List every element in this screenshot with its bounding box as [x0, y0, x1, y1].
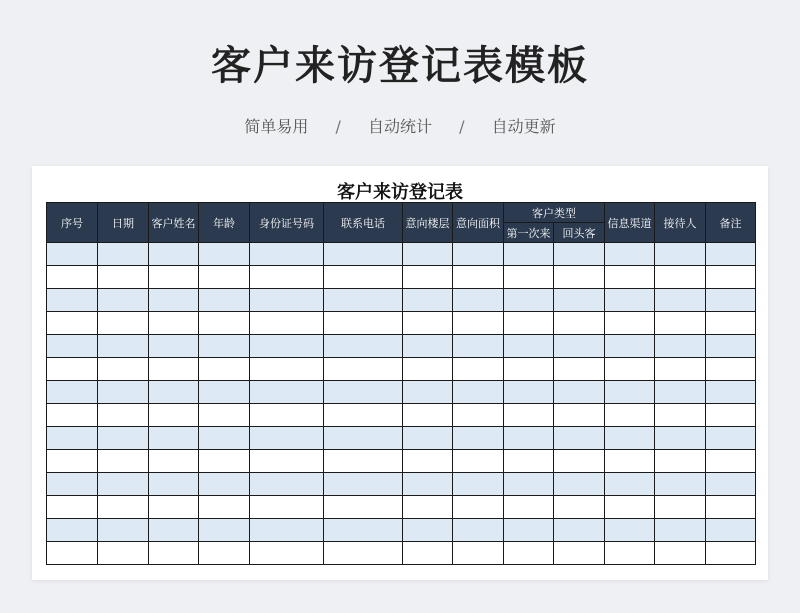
table-row	[47, 519, 756, 542]
cell-channel[interactable]	[605, 243, 655, 266]
cell-first[interactable]	[504, 243, 554, 266]
cell-age[interactable]	[199, 496, 250, 519]
col-header-channel[interactable]: 信息渠道	[605, 203, 655, 243]
cell-name[interactable]	[149, 496, 199, 519]
cell-channel[interactable]	[605, 266, 655, 289]
cell-return[interactable]	[554, 473, 605, 496]
tagline-separator: /	[335, 117, 341, 136]
cell-seq[interactable]	[47, 312, 98, 335]
cell-return[interactable]	[554, 450, 605, 473]
cell-seq[interactable]	[47, 496, 98, 519]
tagline	[0, 114, 800, 137]
cell-remark[interactable]	[706, 381, 756, 404]
cell-floor[interactable]	[403, 450, 453, 473]
cell-area[interactable]	[453, 473, 504, 496]
cell-area[interactable]	[453, 312, 504, 335]
col-header-receiver[interactable]: 接待人	[655, 203, 706, 243]
cell-receiver[interactable]	[655, 496, 706, 519]
cell-phone[interactable]	[324, 496, 403, 519]
cell-date[interactable]	[98, 496, 149, 519]
table-row	[47, 381, 756, 404]
cell-remark[interactable]	[706, 542, 756, 565]
cell-channel[interactable]	[605, 473, 655, 496]
cell-age[interactable]	[199, 450, 250, 473]
cell-receiver[interactable]	[655, 404, 706, 427]
sheet-title: 客户来访登记表	[337, 182, 463, 203]
cell-idcard[interactable]	[250, 450, 324, 473]
cell-area[interactable]	[453, 542, 504, 565]
cell-name[interactable]	[149, 427, 199, 450]
col-header-floor[interactable]: 意向楼层	[403, 203, 453, 243]
cell-area[interactable]	[453, 450, 504, 473]
cell-return[interactable]	[554, 542, 605, 565]
cell-channel[interactable]	[605, 289, 655, 312]
cell-name[interactable]	[149, 519, 199, 542]
cell-idcard[interactable]	[250, 266, 324, 289]
table-row	[47, 473, 756, 496]
cell-first[interactable]	[504, 404, 554, 427]
cell-phone[interactable]	[324, 358, 403, 381]
cell-idcard[interactable]	[250, 473, 324, 496]
cell-idcard[interactable]	[250, 312, 324, 335]
cell-seq[interactable]	[47, 335, 98, 358]
cell-area[interactable]	[453, 335, 504, 358]
col-header-phone[interactable]: 联系电话	[324, 203, 403, 243]
cell-receiver[interactable]	[655, 358, 706, 381]
cell-receiver[interactable]	[655, 519, 706, 542]
col-header-customer-type[interactable]: 客户类型	[504, 203, 605, 223]
table-body	[47, 243, 756, 565]
col-header-area[interactable]: 意向面积	[453, 203, 504, 243]
cell-channel[interactable]	[605, 496, 655, 519]
cell-receiver[interactable]	[655, 427, 706, 450]
tagline-separator: /	[459, 117, 465, 136]
cell-seq[interactable]	[47, 404, 98, 427]
cell-age[interactable]	[199, 427, 250, 450]
cell-phone[interactable]	[324, 519, 403, 542]
cell-return[interactable]	[554, 312, 605, 335]
visit-register-table	[46, 202, 756, 565]
tagline-item-stats: 自动统计	[367, 117, 432, 136]
cell-area[interactable]	[453, 243, 504, 266]
cell-remark[interactable]	[706, 312, 756, 335]
cell-name[interactable]	[149, 358, 199, 381]
cell-age[interactable]	[199, 358, 250, 381]
cell-date[interactable]	[98, 312, 149, 335]
cell-receiver[interactable]	[655, 312, 706, 335]
cell-first[interactable]	[504, 358, 554, 381]
cell-remark[interactable]	[706, 519, 756, 542]
table-row	[47, 266, 756, 289]
cell-return[interactable]	[554, 496, 605, 519]
cell-date[interactable]	[98, 473, 149, 496]
cell-first[interactable]	[504, 496, 554, 519]
cell-remark[interactable]	[706, 450, 756, 473]
cell-phone[interactable]	[324, 266, 403, 289]
cell-first[interactable]	[504, 427, 554, 450]
cell-age[interactable]	[199, 335, 250, 358]
table-row	[47, 542, 756, 565]
cell-idcard[interactable]	[250, 358, 324, 381]
cell-idcard[interactable]	[250, 519, 324, 542]
cell-channel[interactable]	[605, 312, 655, 335]
cell-date[interactable]	[98, 450, 149, 473]
cell-area[interactable]	[453, 289, 504, 312]
cell-phone[interactable]	[324, 289, 403, 312]
cell-channel[interactable]	[605, 335, 655, 358]
cell-area[interactable]	[453, 266, 504, 289]
cell-date[interactable]	[98, 404, 149, 427]
cell-date[interactable]	[98, 266, 149, 289]
cell-seq[interactable]	[47, 289, 98, 312]
cell-floor[interactable]	[403, 473, 453, 496]
cell-first[interactable]	[504, 312, 554, 335]
cell-channel[interactable]	[605, 519, 655, 542]
cell-name[interactable]	[149, 289, 199, 312]
cell-remark[interactable]	[706, 335, 756, 358]
spreadsheet-preview	[32, 166, 768, 580]
col-header-age[interactable]: 年龄	[199, 203, 250, 243]
cell-area[interactable]	[453, 496, 504, 519]
cell-first[interactable]	[504, 381, 554, 404]
cell-channel[interactable]	[605, 450, 655, 473]
cell-return[interactable]	[554, 404, 605, 427]
cell-receiver[interactable]	[655, 542, 706, 565]
cell-area[interactable]	[453, 519, 504, 542]
table-row	[47, 427, 756, 450]
cell-idcard[interactable]	[250, 243, 324, 266]
cell-floor[interactable]	[403, 312, 453, 335]
cell-return[interactable]	[554, 427, 605, 450]
cell-remark[interactable]	[706, 266, 756, 289]
table-row	[47, 496, 756, 519]
cell-first[interactable]	[504, 473, 554, 496]
cell-name[interactable]	[149, 335, 199, 358]
cell-receiver[interactable]	[655, 473, 706, 496]
cell-return[interactable]	[554, 243, 605, 266]
col-header-name[interactable]: 客户姓名	[149, 203, 199, 243]
cell-phone[interactable]	[324, 404, 403, 427]
cell-idcard[interactable]	[250, 335, 324, 358]
cell-name[interactable]	[149, 404, 199, 427]
cell-age[interactable]	[199, 266, 250, 289]
cell-phone[interactable]	[324, 427, 403, 450]
cell-seq[interactable]	[47, 427, 98, 450]
table-row	[47, 358, 756, 381]
cell-channel[interactable]	[605, 427, 655, 450]
cell-floor[interactable]	[403, 404, 453, 427]
cell-receiver[interactable]	[655, 243, 706, 266]
cell-floor[interactable]	[403, 266, 453, 289]
cell-date[interactable]	[98, 381, 149, 404]
cell-floor[interactable]	[403, 542, 453, 565]
cell-remark[interactable]	[706, 404, 756, 427]
cell-idcard[interactable]	[250, 404, 324, 427]
cell-seq[interactable]	[47, 266, 98, 289]
cell-idcard[interactable]	[250, 427, 324, 450]
cell-return[interactable]	[554, 289, 605, 312]
cell-floor[interactable]	[403, 427, 453, 450]
cell-return[interactable]	[554, 266, 605, 289]
cell-date[interactable]	[98, 335, 149, 358]
cell-area[interactable]	[453, 404, 504, 427]
cell-receiver[interactable]	[655, 450, 706, 473]
cell-date[interactable]	[98, 243, 149, 266]
cell-idcard[interactable]	[250, 542, 324, 565]
cell-age[interactable]	[199, 542, 250, 565]
cell-age[interactable]	[199, 289, 250, 312]
cell-idcard[interactable]	[250, 381, 324, 404]
cell-seq[interactable]	[47, 381, 98, 404]
cell-age[interactable]	[199, 243, 250, 266]
cell-first[interactable]	[504, 335, 554, 358]
cell-seq[interactable]	[47, 542, 98, 565]
cell-name[interactable]	[149, 473, 199, 496]
cell-age[interactable]	[199, 404, 250, 427]
cell-idcard[interactable]	[250, 289, 324, 312]
cell-area[interactable]	[453, 358, 504, 381]
cell-age[interactable]	[199, 519, 250, 542]
cell-seq[interactable]	[47, 243, 98, 266]
cell-receiver[interactable]	[655, 381, 706, 404]
cell-first[interactable]	[504, 542, 554, 565]
cell-channel[interactable]	[605, 381, 655, 404]
cell-seq[interactable]	[47, 473, 98, 496]
cell-age[interactable]	[199, 312, 250, 335]
cell-return[interactable]	[554, 335, 605, 358]
col-header-returning[interactable]: 回头客	[554, 223, 605, 243]
table-row	[47, 312, 756, 335]
cell-phone[interactable]	[324, 312, 403, 335]
cell-name[interactable]	[149, 450, 199, 473]
cell-phone[interactable]	[324, 542, 403, 565]
cell-seq[interactable]	[47, 519, 98, 542]
cell-name[interactable]	[149, 312, 199, 335]
cell-name[interactable]	[149, 381, 199, 404]
cell-phone[interactable]	[324, 450, 403, 473]
cell-remark[interactable]	[706, 289, 756, 312]
table-row	[47, 289, 756, 312]
cell-phone[interactable]	[324, 473, 403, 496]
col-header-date[interactable]: 日期	[98, 203, 149, 243]
cell-return[interactable]	[554, 519, 605, 542]
cell-floor[interactable]	[403, 243, 453, 266]
cell-return[interactable]	[554, 381, 605, 404]
cell-receiver[interactable]	[655, 335, 706, 358]
table-row	[47, 243, 756, 266]
cell-name[interactable]	[149, 542, 199, 565]
cell-remark[interactable]	[706, 427, 756, 450]
cell-area[interactable]	[453, 381, 504, 404]
cell-date[interactable]	[98, 289, 149, 312]
cell-floor[interactable]	[403, 358, 453, 381]
col-header-remark[interactable]: 备注	[706, 203, 756, 243]
cell-remark[interactable]	[706, 243, 756, 266]
cell-channel[interactable]	[605, 542, 655, 565]
cell-remark[interactable]	[706, 473, 756, 496]
col-header-first-visit[interactable]: 第一次来	[504, 223, 554, 243]
cell-first[interactable]	[504, 266, 554, 289]
cell-first[interactable]	[504, 289, 554, 312]
cell-receiver[interactable]	[655, 266, 706, 289]
cell-date[interactable]	[98, 358, 149, 381]
cell-phone[interactable]	[324, 335, 403, 358]
cell-seq[interactable]	[47, 450, 98, 473]
cell-phone[interactable]	[324, 381, 403, 404]
tagline-item-easy: 简单易用	[244, 117, 309, 136]
cell-receiver[interactable]	[655, 289, 706, 312]
cell-seq[interactable]	[47, 358, 98, 381]
cell-floor[interactable]	[403, 289, 453, 312]
cell-date[interactable]	[98, 519, 149, 542]
cell-date[interactable]	[98, 542, 149, 565]
cell-first[interactable]	[504, 450, 554, 473]
table-row	[47, 450, 756, 473]
cell-age[interactable]	[199, 381, 250, 404]
cell-channel[interactable]	[605, 358, 655, 381]
col-header-idcard[interactable]: 身份证号码	[250, 203, 324, 243]
cell-floor[interactable]	[403, 519, 453, 542]
cell-floor[interactable]	[403, 381, 453, 404]
cell-floor[interactable]	[403, 496, 453, 519]
cell-channel[interactable]	[605, 404, 655, 427]
cell-return[interactable]	[554, 358, 605, 381]
cell-name[interactable]	[149, 266, 199, 289]
cell-area[interactable]	[453, 427, 504, 450]
table-row	[47, 404, 756, 427]
cell-remark[interactable]	[706, 358, 756, 381]
cell-first[interactable]	[504, 519, 554, 542]
cell-age[interactable]	[199, 473, 250, 496]
cell-phone[interactable]	[324, 243, 403, 266]
cell-date[interactable]	[98, 427, 149, 450]
table-row	[47, 335, 756, 358]
cell-idcard[interactable]	[250, 496, 324, 519]
cell-name[interactable]	[149, 243, 199, 266]
col-header-seq[interactable]: 序号	[47, 203, 98, 243]
page-title: 客户来访登记表模板	[211, 43, 589, 89]
cell-remark[interactable]	[706, 496, 756, 519]
tagline-item-update: 自动更新	[491, 117, 556, 136]
cell-floor[interactable]	[403, 335, 453, 358]
